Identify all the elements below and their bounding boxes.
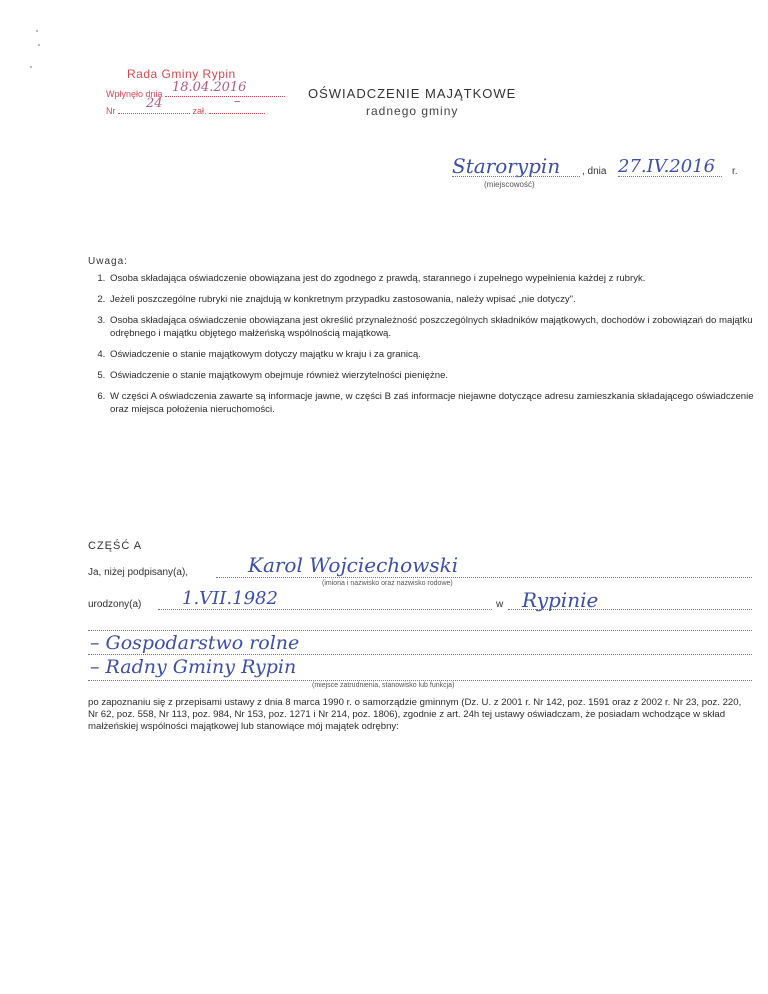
employment-value-2: – Radny Gminy Rypin (90, 656, 297, 678)
note-item: 6. W części A oświadczenia zawarte są informacje jawne, w części B zaś informacje niejawne dotyczące adresu zamieszkania składającego oświadczenie oraz miejsca położenia nieruchomości. (108, 390, 768, 416)
scan-mark (36, 30, 38, 32)
scan-mark (38, 44, 40, 46)
name-caption: (imiona i nazwisko oraz nazwisko rodowe) (322, 580, 453, 587)
notes-label: Uwaga: (88, 256, 128, 267)
born-date-dotted-line (158, 609, 492, 610)
employment-caption: (miejsce zatrudnienia, stanowisko lub funkcja) (312, 682, 455, 689)
employment-value-1: – Gospodarstwo rolne (90, 632, 300, 654)
note-item: 5. Oświadczenie o stanie majątkowym obejmuje również wierzytelności pieniężne. (108, 369, 768, 382)
stamp-nr-value: 24 (146, 96, 163, 111)
date-suffix: r. (732, 166, 738, 177)
part-a-heading: CZĘŚĆ A (88, 540, 143, 552)
employment-dotted-line-2 (88, 680, 752, 681)
place-caption: (miejscowość) (484, 180, 535, 189)
place-dotted-line (452, 176, 580, 177)
employment-dotted-line-1 (88, 654, 752, 655)
signed-label: Ja, niżej podpisany(a), (88, 567, 189, 578)
document-title: OŚWIADCZENIE MAJĄTKOWE (308, 86, 517, 101)
note-item: 1. Osoba składająca oświadczenie obowiązana jest do zgodnego z prawdą, starannego i zupełnego wypełnienia każdej z rubryk. (108, 272, 768, 285)
stamp-received-label: Wpłynęło dnia (106, 89, 163, 99)
stamp-received-value: 18.04.2016 (172, 80, 247, 95)
signed-name-value: Karol Wojciechowski (248, 553, 459, 577)
stamp-nr-line (106, 106, 265, 116)
date-value: 27.IV.2016 (618, 156, 716, 177)
stamp-attachments-label: zał. (192, 106, 207, 116)
blank-dotted-line (88, 630, 752, 631)
declaration-paragraph: po zapoznaniu się z przepisami ustawy z dnia 8 marca 1990 r. o samorządzie gminnym (Dz. U. z 2001 r. Nr 142, poz. 1591 oraz z 2002 r. Nr 23, poz. 220, Nr 62, poz. 558, Nr 113, poz. 984, Nr 153, poz. 1271 i Nr 214, poz. 1806), zgodnie z art. 24h tej ustawy oświadczam, że posiadam wchodzące w skład małżeńskiej wspólności majątkowej lub stanowiące mój majątek odrębny: (88, 697, 742, 732)
stamp-nr-label: Nr (106, 106, 116, 116)
document-subtitle: radnego gminy (366, 104, 459, 118)
scan-mark (30, 66, 32, 68)
place-value: Starorypin (452, 154, 561, 178)
note-item: 2. Jeżeli poszczególne rubryki nie znajdują w konkretnym przypadku zastosowania, należy wpisać „nie dotyczy". (108, 293, 768, 306)
born-date-value: 1.VII.1982 (182, 588, 278, 609)
born-in-label: w (496, 599, 504, 610)
stamp-attachments-value: – (234, 94, 241, 109)
born-label: urodzony(a) (88, 599, 142, 610)
born-place-value: Rypinie (522, 588, 599, 612)
note-item: 3. Osoba składająca oświadczenie obowiązana jest określić przynależność poszczególnych składników majątkowych, dochodów i zobowiązań do majątku odrębnego i majątku objętego małżeńską wspólnością majątkową. (108, 314, 768, 340)
note-item: 4. Oświadczenie o stanie majątkowym dotyczy majątku w kraju i za granicą. (108, 348, 768, 361)
date-label: , dnia (582, 166, 607, 177)
date-dotted-line (618, 176, 722, 177)
signed-dotted-line (216, 577, 752, 578)
notes-list (90, 272, 768, 424)
stamp-title: Rada Gminy Rypin (127, 67, 236, 81)
